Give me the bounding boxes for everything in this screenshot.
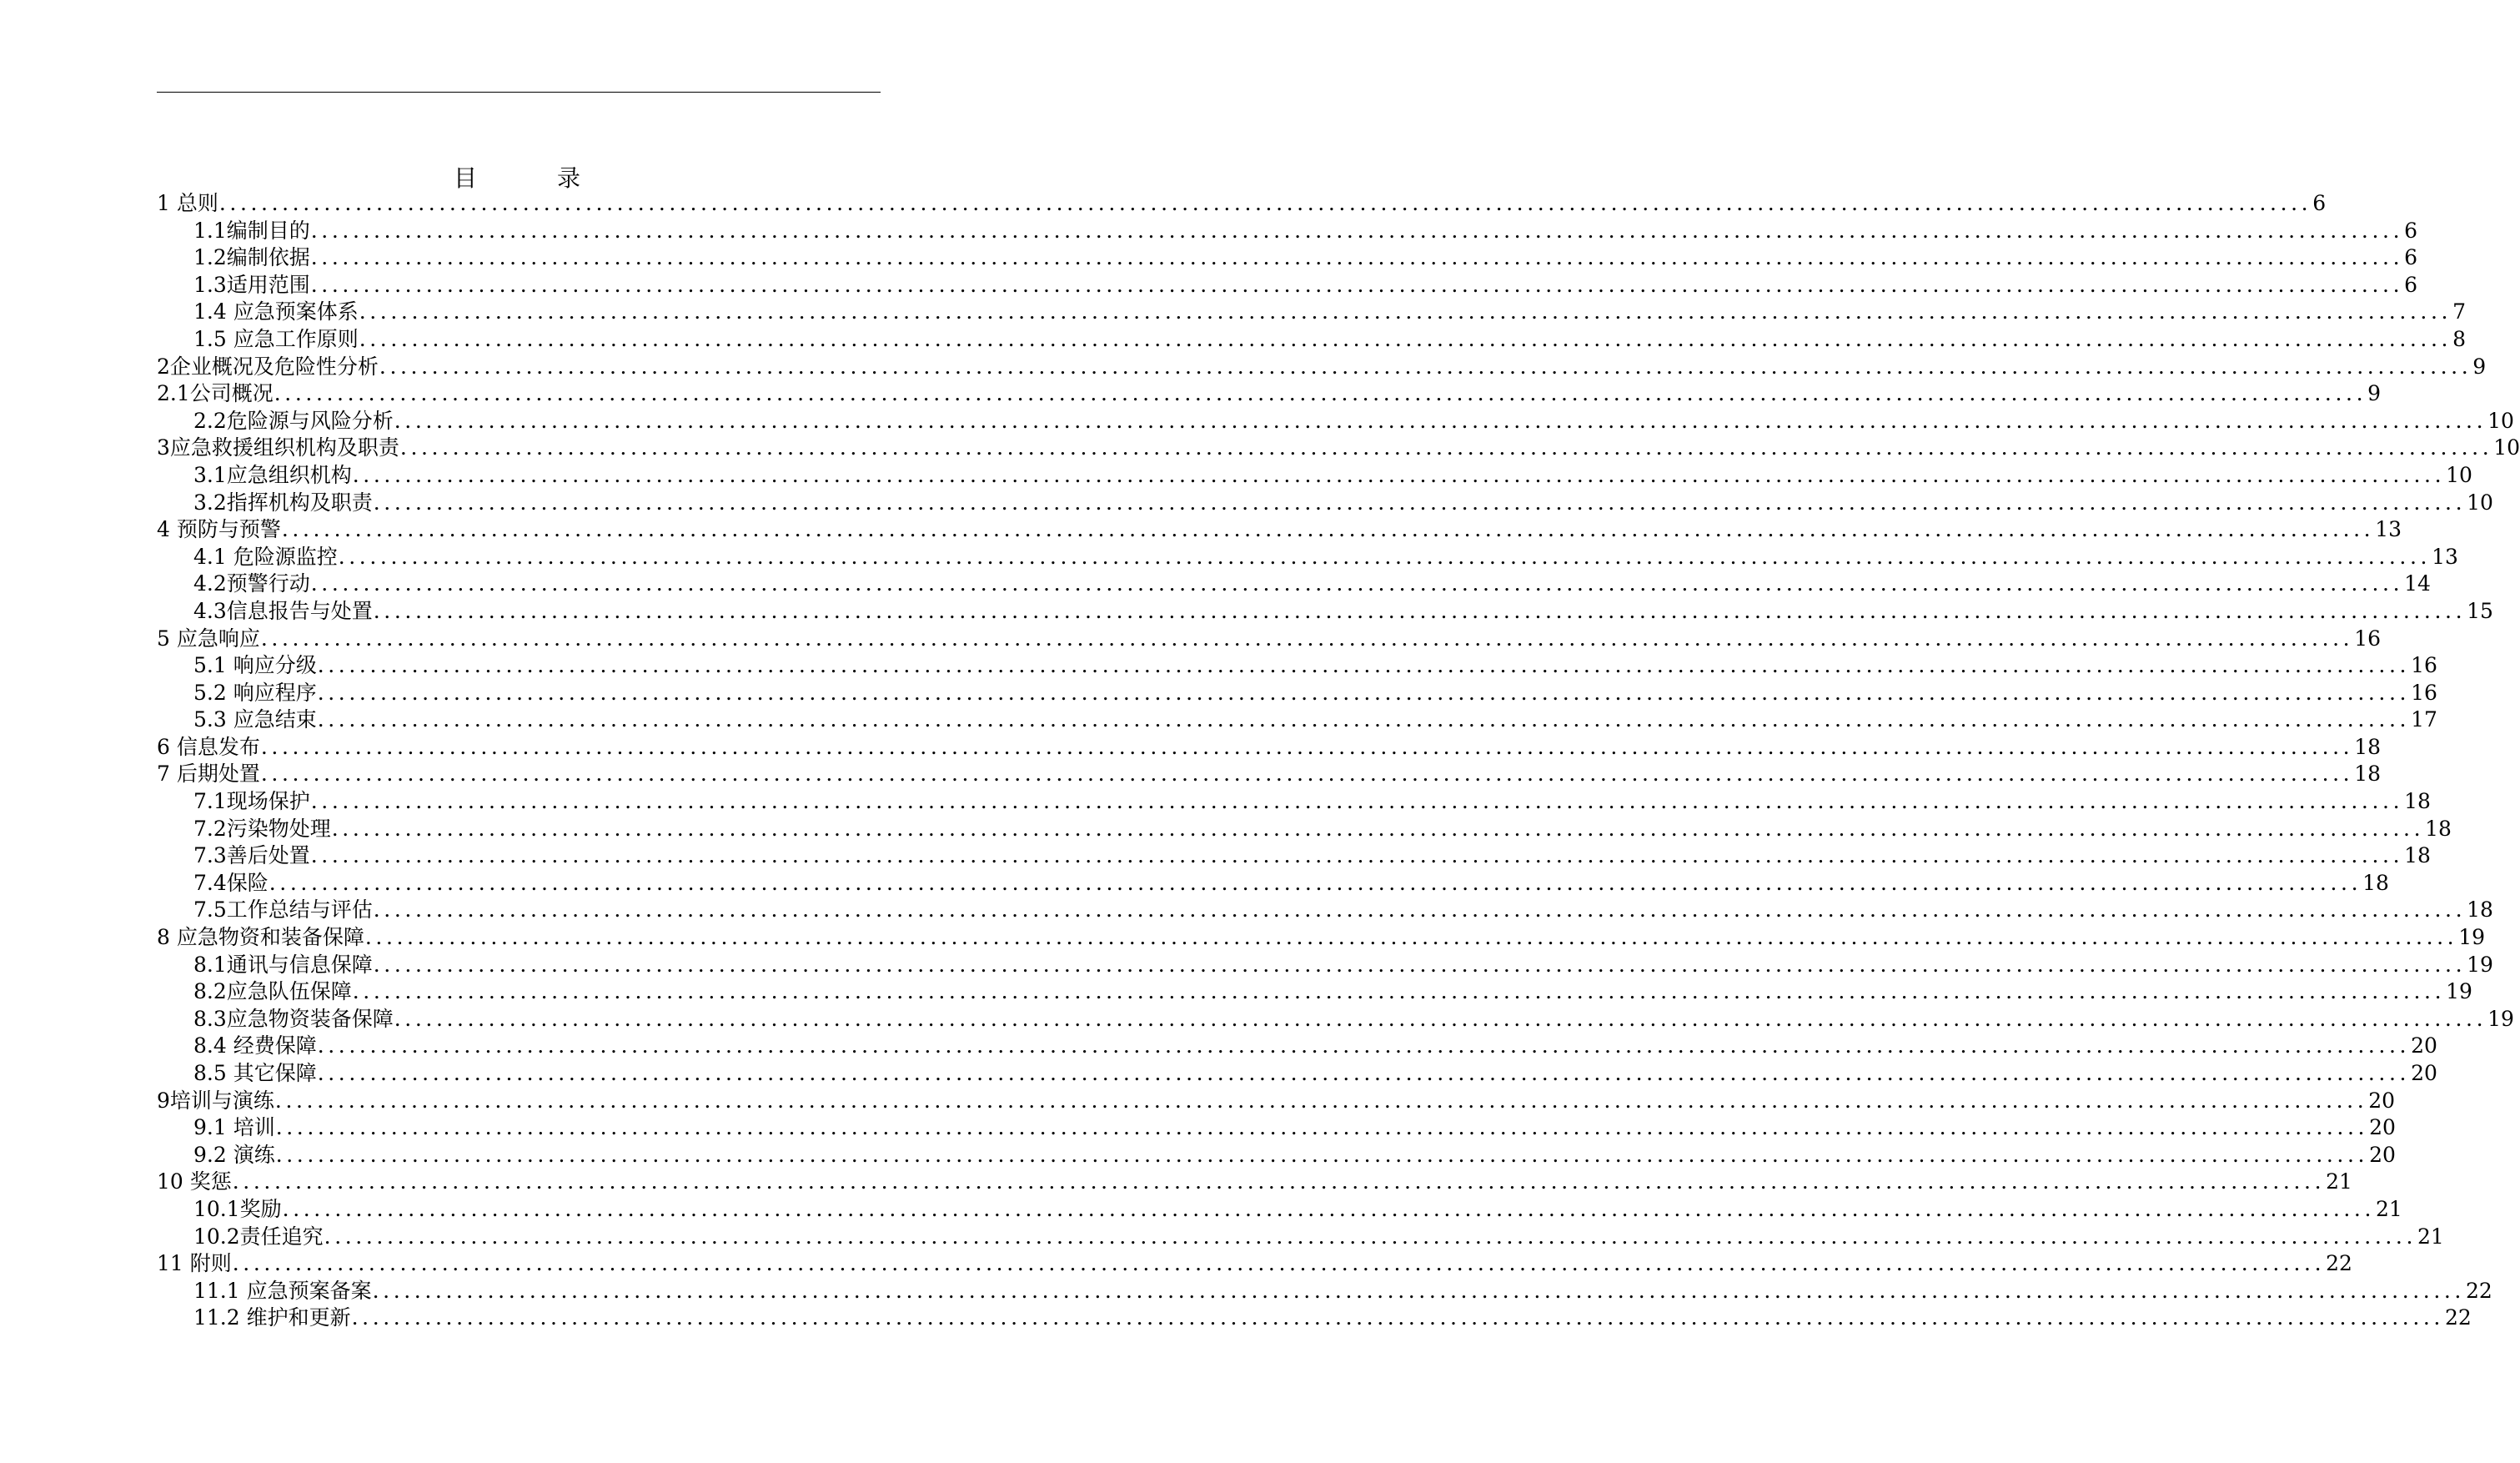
toc-entry-page: 17 — [2411, 707, 2437, 732]
toc-dot-leader: ........................................................................................................................................................................................................ — [317, 1061, 2411, 1085]
toc-entry-page: 18 — [2362, 870, 2389, 895]
header-rule — [157, 92, 881, 93]
toc-entry-page: 10 — [2467, 490, 2493, 515]
toc-dot-leader: ........................................................................................................................................................................................................ — [310, 245, 2404, 270]
toc-dot-leader: ........................................................................................................................................................................................................ — [310, 571, 2404, 596]
toc-entry[interactable] — [157, 1006, 2514, 1033]
toc-entry-page: 7 — [2452, 299, 2466, 324]
toc-dot-leader: ........................................................................................................................................................................................................ — [359, 299, 2452, 324]
toc-dot-leader: ........................................................................................................................................................................................................ — [373, 598, 2467, 623]
toc-list — [157, 190, 2520, 1332]
toc-entry[interactable] — [157, 952, 2493, 979]
toc-dot-leader: ........................................................................................................................................................................................................ — [310, 789, 2404, 814]
toc-title — [0, 160, 1034, 194]
toc-entry-label: 10.1奖励 — [193, 1196, 282, 1221]
toc-dot-leader: ........................................................................................................................................................................................................ — [352, 462, 2446, 487]
toc-dot-leader: ........................................................................................................................................................................................................ — [317, 707, 2411, 732]
toc-entry[interactable] — [157, 1305, 2472, 1332]
toc-entry-label: 5.2 响应程序 — [193, 680, 317, 705]
toc-dot-leader: ........................................................................................................................................................................................................ — [281, 517, 2375, 542]
toc-dot-leader: ........................................................................................................................................................................................................ — [373, 952, 2467, 977]
toc-dot-leader: ........................................................................................................................................................................................................ — [218, 191, 2312, 215]
toc-dot-leader: ........................................................................................................................................................................................................ — [275, 1142, 2369, 1167]
toc-entry-page: 19 — [2487, 1006, 2514, 1031]
toc-dot-leader: ........................................................................................................................................................................................................ — [317, 653, 2411, 678]
toc-entry[interactable] — [157, 1114, 2396, 1142]
toc-entry-label: 1 总则 — [157, 191, 218, 215]
toc-entry[interactable] — [157, 408, 2514, 435]
toc-entry[interactable] — [157, 462, 2472, 490]
toc-entry-label: 2.2危险源与风险分析 — [193, 408, 394, 433]
toc-dot-leader: ........................................................................................................................................................................................................ — [282, 1196, 2376, 1221]
toc-dot-leader: ........................................................................................................................................................................................................ — [260, 626, 2354, 651]
toc-entry-page: 22 — [2465, 1278, 2492, 1303]
toc-dot-leader: ........................................................................................................................................................................................................ — [338, 544, 2432, 569]
toc-entry-page: 10 — [2446, 462, 2472, 487]
toc-entry-label: 8 应急物资和装备保障 — [157, 925, 364, 950]
toc-entry-page: 20 — [2368, 1088, 2396, 1113]
toc-entry-page: 16 — [2411, 680, 2437, 705]
toc-entry-page: 21 — [2376, 1196, 2402, 1221]
toc-entry-label: 4 预防与预警 — [157, 517, 281, 542]
toc-entry-label: 10.2责任追究 — [193, 1224, 324, 1249]
toc-dot-leader: ........................................................................................................................................................................................................ — [394, 408, 2487, 433]
toc-entry-page: 8 — [2452, 326, 2466, 351]
toc-entry-page: 13 — [2432, 544, 2458, 569]
toc-entry-page: 15 — [2467, 598, 2493, 623]
toc-dot-leader: ........................................................................................................................................................................................................ — [379, 354, 2472, 379]
toc-entry[interactable] — [157, 1169, 2352, 1196]
toc-entry[interactable] — [157, 897, 2493, 924]
toc-dot-leader: ........................................................................................................................................................................................................ — [351, 1305, 2444, 1330]
toc-entry-label: 8.3应急物资装备保障 — [193, 1006, 394, 1031]
toc-entry[interactable] — [157, 1088, 2396, 1115]
toc-title-char-1: 目 — [453, 164, 477, 192]
toc-entry[interactable] — [157, 218, 2418, 245]
toc-entry-label: 7.3善后处置 — [193, 843, 310, 868]
toc-entry-page: 10 — [2493, 435, 2520, 460]
toc-entry-label: 7 后期处置 — [157, 762, 260, 787]
toc-entry-page: 21 — [2417, 1224, 2444, 1249]
toc-entry-page: 9 — [2367, 381, 2382, 406]
toc-dot-leader: ........................................................................................................................................................................................................ — [352, 979, 2446, 1004]
toc-entry-label: 8.2应急队伍保障 — [193, 979, 352, 1004]
toc-entry-page: 20 — [2369, 1115, 2396, 1140]
toc-entry-label: 10 奖惩 — [157, 1169, 232, 1194]
toc-entry[interactable] — [157, 1224, 2444, 1251]
toc-entry[interactable] — [157, 816, 2452, 843]
toc-entry[interactable] — [157, 380, 2382, 408]
toc-entry-label: 1.2编制依据 — [193, 245, 310, 270]
toc-dot-leader: ........................................................................................................................................................................................................ — [331, 816, 2425, 841]
toc-entry-label: 1.1编制目的 — [193, 218, 310, 243]
toc-entry-page: 22 — [2326, 1251, 2352, 1276]
toc-entry-page: 19 — [2458, 925, 2486, 950]
toc-entry-label: 3.1应急组织机构 — [193, 462, 352, 487]
toc-entry[interactable] — [157, 354, 2487, 381]
toc-entry-page: 9 — [2472, 354, 2487, 379]
toc-entry-label: 7.1现场保护 — [193, 789, 310, 814]
toc-entry-label: 1.3适用范围 — [193, 272, 310, 297]
toc-entry-label: 9培训与演练 — [157, 1088, 274, 1113]
toc-entry[interactable] — [157, 516, 2402, 544]
toc-entry[interactable] — [157, 680, 2437, 707]
toc-entry-page: 6 — [2404, 245, 2418, 270]
toc-entry-label: 2.1公司概况 — [157, 381, 274, 406]
toc-entry-label: 5.3 应急结束 — [193, 707, 317, 732]
toc-dot-leader: ........................................................................................................................................................................................................ — [269, 870, 2362, 895]
toc-entry[interactable] — [157, 1060, 2437, 1088]
toc-entry[interactable] — [157, 626, 2382, 653]
toc-dot-leader: ........................................................................................................................................................................................................ — [372, 1278, 2465, 1303]
toc-entry-label: 3.2指挥机构及职责 — [193, 490, 373, 515]
toc-entry-page: 18 — [2425, 816, 2452, 841]
toc-dot-leader: ........................................................................................................................................................................................................ — [373, 490, 2467, 515]
toc-entry[interactable] — [157, 598, 2493, 626]
toc-entry-label: 11.1 应急预案备案 — [193, 1278, 372, 1303]
toc-entry-page: 6 — [2404, 272, 2418, 297]
toc-entry[interactable] — [157, 978, 2472, 1006]
toc-dot-leader: ........................................................................................................................................................................................................ — [275, 1115, 2369, 1140]
toc-entry-label: 7.2污染物处理 — [193, 816, 331, 841]
toc-entry[interactable] — [157, 1250, 2352, 1278]
toc-entry[interactable] — [157, 1196, 2402, 1224]
toc-dot-leader: ........................................................................................................................................................................................................ — [232, 1169, 2326, 1194]
toc-entry[interactable] — [157, 435, 2520, 462]
toc-entry-page: 10 — [2487, 408, 2514, 433]
toc-entry[interactable] — [157, 272, 2418, 299]
toc-entry-label: 9.2 演练 — [193, 1142, 275, 1167]
toc-entry[interactable] — [157, 734, 2382, 762]
toc-dot-leader: ........................................................................................................................................................................................................ — [359, 326, 2452, 351]
toc-entry-page: 20 — [2369, 1142, 2396, 1167]
toc-entry[interactable] — [157, 1142, 2396, 1169]
toc-entry[interactable] — [157, 706, 2437, 734]
toc-entry-label: 6 信息发布 — [157, 734, 260, 759]
toc-entry-label: 7.5工作总结与评估 — [193, 897, 373, 923]
toc-entry-label: 1.5 应急工作原则 — [193, 326, 359, 351]
toc-entry-label: 1.4 应急预案体系 — [193, 299, 359, 324]
toc-entry[interactable] — [157, 490, 2493, 517]
toc-entry[interactable] — [157, 924, 2486, 952]
toc-dot-leader: ........................................................................................................................................................................................................ — [310, 272, 2404, 297]
toc-entry-page: 19 — [2446, 979, 2472, 1004]
toc-entry[interactable] — [157, 788, 2431, 816]
toc-entry[interactable] — [157, 842, 2431, 870]
toc-entry-label: 4.1 危险源监控 — [193, 544, 338, 569]
toc-dot-leader: ........................................................................................................................................................................................................ — [260, 762, 2354, 787]
toc-entry-label: 11.2 维护和更新 — [193, 1305, 351, 1330]
toc-entry[interactable] — [157, 1278, 2492, 1305]
toc-entry-page: 20 — [2411, 1061, 2437, 1085]
toc-dot-leader: ........................................................................................................................................................................................................ — [310, 843, 2404, 868]
toc-entry-label: 8.4 经费保障 — [193, 1033, 317, 1058]
toc-entry-label: 8.1通讯与信息保障 — [193, 952, 373, 977]
toc-entry[interactable] — [157, 326, 2466, 354]
toc-entry-page: 22 — [2444, 1305, 2472, 1330]
toc-entry-label: 8.5 其它保障 — [193, 1061, 317, 1085]
toc-entry-page: 19 — [2467, 952, 2493, 977]
toc-entry-label: 2企业概况及危险性分析 — [157, 354, 379, 379]
toc-dot-leader: ........................................................................................................................................................................................................ — [310, 218, 2404, 243]
toc-dot-leader: ........................................................................................................................................................................................................ — [274, 1088, 2368, 1113]
toc-entry-page: 18 — [2354, 734, 2382, 759]
toc-dot-leader: ........................................................................................................................................................................................................ — [324, 1224, 2417, 1249]
toc-entry-page: 14 — [2404, 571, 2431, 596]
toc-entry-page: 13 — [2375, 517, 2402, 542]
toc-entry[interactable] — [157, 1033, 2437, 1060]
toc-entry-page: 20 — [2411, 1033, 2437, 1058]
toc-dot-leader: ........................................................................................................................................................................................................ — [260, 734, 2354, 759]
toc-entry[interactable] — [157, 544, 2458, 571]
toc-entry-page: 18 — [2354, 762, 2382, 787]
toc-entry-label: 5 应急响应 — [157, 626, 260, 651]
toc-entry-label: 9.1 培训 — [193, 1115, 275, 1140]
toc-dot-leader: ........................................................................................................................................................................................................ — [399, 435, 2493, 460]
toc-entry-page: 18 — [2404, 843, 2431, 868]
toc-dot-leader: ........................................................................................................................................................................................................ — [317, 680, 2411, 705]
toc-dot-leader: ........................................................................................................................................................................................................ — [373, 897, 2467, 923]
toc-entry-page: 16 — [2354, 626, 2382, 651]
toc-dot-leader: ........................................................................................................................................................................................................ — [364, 925, 2458, 950]
toc-entry-label: 4.3信息报告与处置 — [193, 598, 373, 623]
toc-entry-label: 5.1 响应分级 — [193, 653, 317, 678]
toc-title-char-2: 录 — [557, 164, 581, 192]
toc-entry-page: 18 — [2467, 897, 2493, 923]
toc-entry-page: 6 — [2312, 191, 2327, 215]
toc-entry-page: 16 — [2411, 653, 2437, 678]
toc-entry-label: 3应急救援组织机构及职责 — [157, 435, 399, 460]
toc-entry[interactable] — [157, 244, 2418, 272]
toc-dot-leader: ........................................................................................................................................................................................................ — [317, 1033, 2411, 1058]
toc-entry-page: 21 — [2326, 1169, 2352, 1194]
toc-entry[interactable] — [157, 652, 2437, 680]
toc-entry[interactable] — [157, 761, 2382, 788]
toc-entry-label: 4.2预警行动 — [193, 571, 310, 596]
toc-entry-label: 7.4保险 — [193, 870, 269, 895]
toc-entry[interactable] — [157, 571, 2431, 598]
toc-entry-page: 6 — [2404, 218, 2418, 243]
toc-entry[interactable] — [157, 299, 2466, 326]
toc-entry[interactable] — [157, 190, 2327, 218]
toc-entry[interactable] — [157, 870, 2389, 897]
toc-dot-leader: ........................................................................................................................................................................................................ — [394, 1006, 2487, 1031]
toc-dot-leader: ........................................................................................................................................................................................................ — [274, 381, 2367, 406]
toc-entry-page: 18 — [2404, 789, 2431, 814]
toc-dot-leader: ........................................................................................................................................................................................................ — [232, 1251, 2326, 1276]
toc-entry-label: 11 附则 — [157, 1251, 232, 1276]
